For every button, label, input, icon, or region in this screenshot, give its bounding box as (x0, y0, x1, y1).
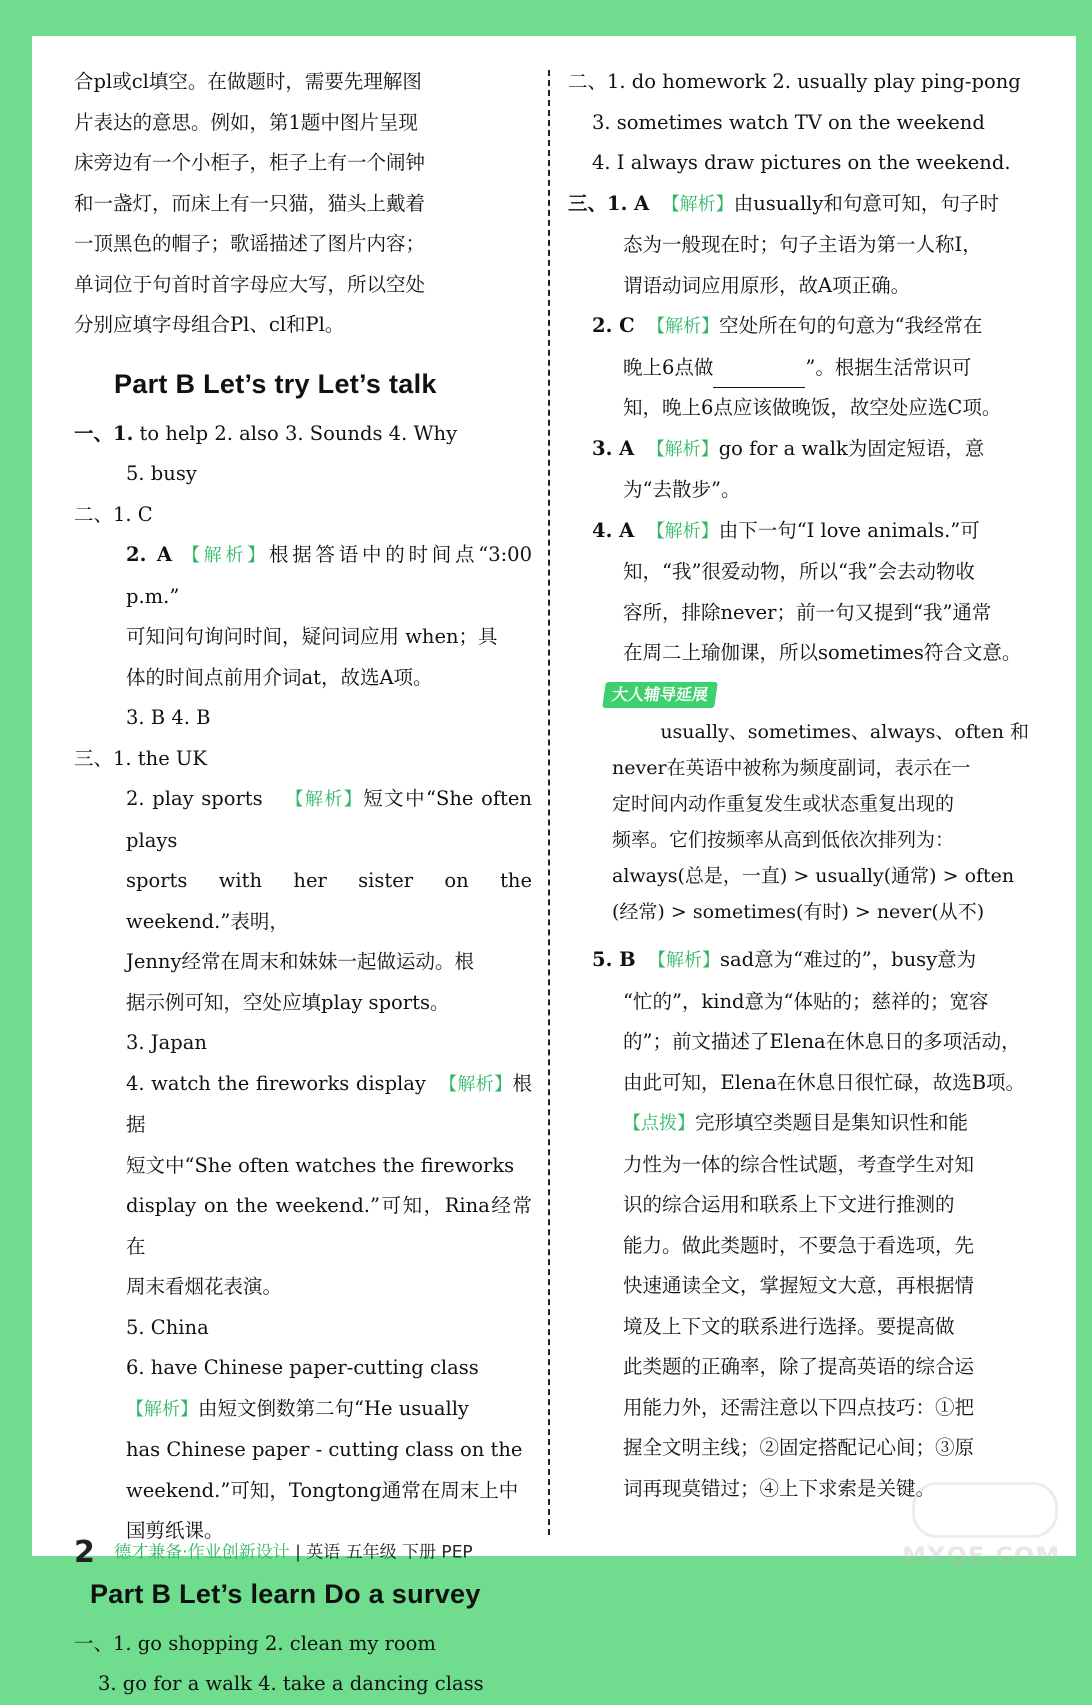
answer-line (74, 779, 532, 861)
intro-line: 合pl或cl填空。在做题时，需要先理解图 (74, 70, 422, 93)
analysis-tag: 【解析】 (661, 193, 734, 215)
analysis-tag: 【解析】 (646, 438, 719, 460)
analysis-tag: 【解析】 (648, 950, 721, 971)
answer-line (74, 414, 532, 455)
answer-line: 谓语动词应用原形，故A项正确。 (623, 273, 911, 297)
item-number: 2. A (126, 543, 173, 566)
answer-line: 知，“我”很爱动物，所以“我”会去动物收 (623, 560, 975, 583)
watermark (902, 1472, 1062, 1572)
answer-line: display on the weekend.”可知，Rina经常在 (126, 1194, 532, 1258)
answer-text: 短文中“She often plays (126, 787, 532, 852)
answer-line: 二、1. C (74, 502, 153, 526)
section-title: Part B Let’s try Let’s talk (114, 368, 437, 399)
answer-text: 晚上6点做 (623, 355, 714, 379)
answer-text: go for a walk为固定短语，意 (718, 436, 985, 460)
answer-line: 为“去散步”。 (623, 478, 741, 501)
answer-line (568, 429, 1036, 471)
answer-line: 境及上下文的联系进行选择。要提高做 (623, 1314, 955, 1338)
answer-line: “忙的”，kind意为“体贴的；慈祥的；宽容 (623, 989, 989, 1013)
answer-line: 可知问句询问时间，疑问词应用 when；具 (126, 625, 498, 648)
answer-line (74, 1064, 532, 1146)
extension-line: always(总是，一直) > usually(通常) > often (612, 865, 1015, 887)
book-info: | 英语 五年级 下册 PEP (295, 1542, 473, 1563)
extension-line: (经常) > sometimes(有时) > never(从不) (612, 901, 985, 923)
brand-name: 德才兼备·作业创新设计 (114, 1542, 290, 1563)
intro-line: 一顶黑色的帽子；歌谣描述了图片内容； (74, 232, 426, 255)
section-title: Part B Let’s learn Do a survey (90, 1578, 481, 1609)
extension-label: 大人辅导延展 (602, 682, 718, 708)
answer-line: 据示例可知，空处应填play sports。 (126, 990, 450, 1014)
analysis-tag: 【解析】 (647, 316, 720, 337)
answer-line: 由此可知，Elena在休息日很忙碌，故选B项。 (623, 1070, 1026, 1094)
answer-line: 3. sometimes watch TV on the weekend (592, 110, 985, 134)
answer-text: 完形填空类题目是集知识性和能 (695, 1111, 969, 1134)
tip-tag: 【点拨】 (623, 1113, 695, 1134)
answer-text: 4. watch the fireworks display (126, 1071, 426, 1095)
analysis-tag: 【解析】 (439, 1073, 513, 1095)
answer-line: 知，晚上6点应该做晚饭，故空处应选C项。 (623, 396, 1002, 419)
answer-text: sad意为“难过的”，busy意为 (720, 948, 977, 971)
answer-line: weekend.”可知，Tongtong通常在周末上中 (126, 1478, 519, 1502)
answer-line: 的”；前文描述了Elena在休息日的多项活动， (623, 1030, 1021, 1053)
answer-line: 能力。做此类题时，不要急于看选项，先 (623, 1233, 975, 1257)
intro-line: 片表达的意思。例如，第1题中图片呈现 (74, 110, 418, 134)
answer-line: 5. China (126, 1315, 209, 1339)
watermark-text: MXQE.COM (902, 1542, 1061, 1570)
analysis-tag: 【解析】 (285, 789, 364, 810)
answer-line: 国剪纸课。 (126, 1519, 224, 1542)
answer-line: 快速通读全文，掌握短文大意，再根据情 (623, 1274, 975, 1297)
answer-line (74, 1389, 532, 1431)
item-number: 4. A (592, 518, 635, 542)
item-number: 一、1. (74, 421, 134, 445)
answer-line: 握全文明主线；②固定搭配记心间；③原 (623, 1436, 975, 1459)
extension-line: 频率。它们按频率从高到低依次排列为： (612, 829, 955, 851)
answer-line: sports with her sister on the weekend.”表明， (126, 869, 532, 933)
answer-line: 一、1. go shopping 2. clean my room (74, 1631, 436, 1655)
column-divider (548, 70, 550, 1535)
answer-line: 6. have Chinese paper-cutting class (126, 1356, 479, 1379)
item-number: 5. B (592, 948, 636, 971)
item-number: 2. C (592, 314, 635, 337)
page-footer (74, 1535, 473, 1570)
answer-text: 由短文倒数第二句“He usually (198, 1396, 469, 1420)
fill-blank (713, 365, 805, 388)
answer-line: 4. I always draw pictures on the weekend. (592, 151, 1011, 174)
item-number: 三、1. A (568, 191, 650, 215)
answer-line: 用能力外，还需注意以下四点技巧：①把 (623, 1395, 975, 1419)
answer-line (568, 306, 1036, 348)
answer-line: 3. go for a walk 4. take a dancing class (98, 1672, 484, 1695)
answer-line (568, 348, 1036, 389)
answer-line: Jenny经常在周末和妹妹一起做运动。根 (126, 950, 474, 973)
answer-line: has Chinese paper - cutting class on the (126, 1438, 523, 1461)
answer-text: 由usually和句意可知，句子时 (733, 191, 999, 215)
answer-line: 三、1. the UK (74, 746, 207, 770)
answer-text: ”。根据生活常识可 (805, 355, 972, 379)
analysis-tag: 【解析】 (126, 1398, 198, 1420)
right-column (568, 62, 1036, 1509)
item-number: 3. A (592, 436, 635, 460)
answer-line: 容所，排除never；前一句又提到“我”通常 (623, 600, 992, 624)
intro-line: 单词位于句首时首字母应大写，所以空处 (74, 272, 426, 296)
analysis-tag: 【解析】 (646, 520, 719, 542)
answer-text: 由下一句“I love animals.”可 (718, 518, 980, 542)
intro-line: 和一盏灯，而床上有一只猫，猫头上戴着 (74, 191, 426, 215)
answer-line: 3. Japan (126, 1031, 207, 1054)
answer-line: 此类题的正确率，除了提高英语的综合运 (623, 1355, 975, 1378)
answer-line: 词再现莫错过；④上下求索是关键。 (623, 1476, 936, 1500)
answer-line: 二、1. do homework 2. usually play ping-pong (568, 70, 1021, 93)
intro-line: 床旁边有一个小柜子，柜子上有一个闹钟 (74, 151, 426, 174)
analysis-tag: 【解析】 (181, 545, 269, 566)
answer-line: 3. B 4. B (126, 706, 211, 729)
watermark-logo-icon (912, 1482, 1058, 1538)
answer-line (568, 511, 1036, 553)
left-column (74, 62, 532, 1705)
page-number: 2 (74, 1535, 95, 1570)
answer-line (568, 184, 1036, 226)
answer-text: 根据答语中的时间点“3:00 p.m.” (126, 543, 532, 608)
answer-line (74, 535, 532, 617)
answer-line: 力性为一体的综合性试题，考查学生对知 (623, 1152, 975, 1176)
answer-line: 态为一般现在时；句子主语为第一人称I， (623, 233, 982, 256)
answer-line: 周末看烟花表演。 (126, 1275, 283, 1298)
answer-text: to help 2. also 3. Sounds 4. Why (133, 421, 458, 445)
extension-line: never在英语中被称为频度副词，表示在一 (612, 757, 971, 779)
intro-line: 分别应填字母组合Pl、cl和Pl。 (74, 313, 345, 336)
answer-line: 5. busy (126, 462, 197, 485)
answer-line: 短文中“She often watches the fireworks (126, 1153, 515, 1177)
answer-line: 在周二上瑜伽课，所以sometimes符合文意。 (623, 641, 1022, 664)
answer-line (568, 1103, 1036, 1145)
answer-line (568, 940, 1036, 982)
answer-text: 空处所在句的句意为“我经常在 (719, 314, 983, 337)
extension-line: 定时间内动作重复发生或状态重复出现的 (612, 793, 955, 815)
extension-line: usually、sometimes、always、often 和 (612, 721, 1030, 743)
answer-line: 识的综合运用和联系上下文进行推测的 (623, 1193, 955, 1216)
answer-text: 2. play sports (126, 787, 263, 810)
answer-line: 体的时间点前用介词at，故选A项。 (126, 665, 433, 689)
answer-text: 根据 (126, 1071, 533, 1136)
